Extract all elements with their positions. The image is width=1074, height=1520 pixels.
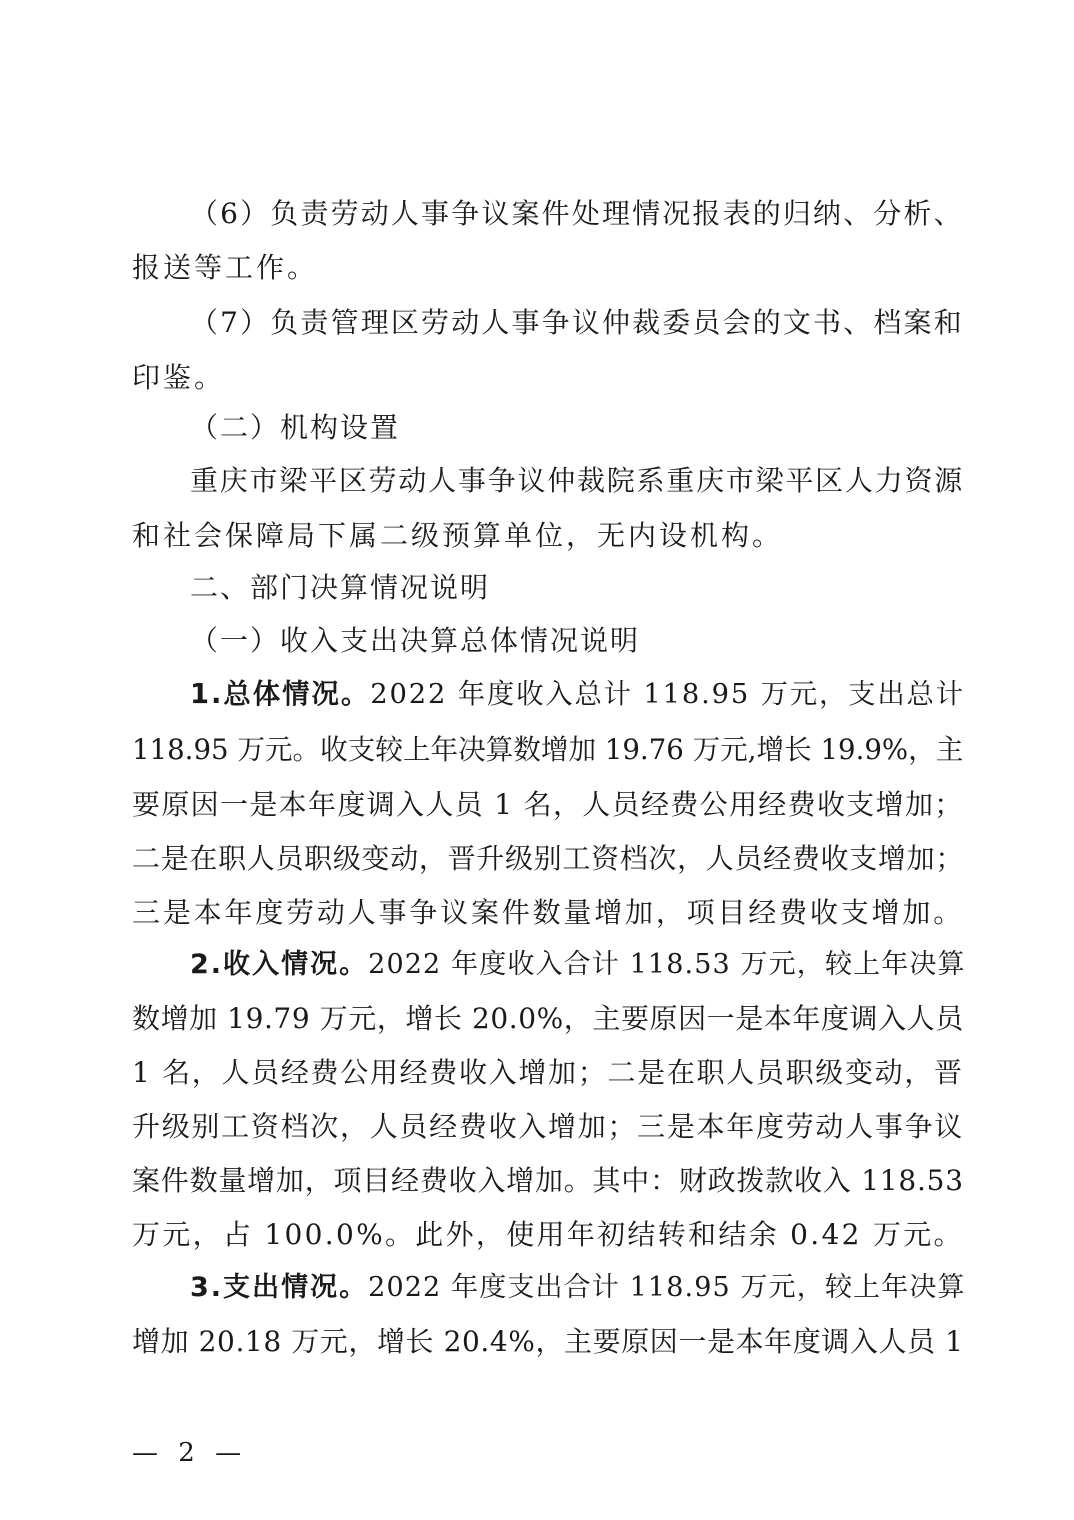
section-heading-org: （二）机构设置	[190, 411, 401, 444]
paragraph-line: 增加 20.18 万元，增长 20.4%，主要原因一是本年度调入人员 1	[132, 1325, 964, 1358]
item-label-income: 2.收入情况。	[190, 949, 369, 980]
paragraph-text: 2022 年度支出合计 118.95 万元，较上年决算	[368, 1272, 966, 1303]
paragraph-line: 和社会保障局下属二级预算单位，无内设机构。	[132, 519, 784, 552]
paragraph-line: （7）负责管理区劳动人事争议仲裁委员会的文书、档案和	[190, 306, 964, 339]
paragraph-line: 万元，占 100.0%。此外，使用年初结转和结余 0.42 万元。	[132, 1218, 964, 1251]
paragraph-line: （6）负责劳动人事争议案件处理情况报表的归纳、分析、	[190, 197, 964, 230]
page-number: — 2 —	[132, 1438, 248, 1468]
item-label-expense: 3.支出情况。	[190, 1272, 369, 1303]
paragraph-line: 案件数量增加，项目经费收入增加。其中：财政拨款收入 118.53	[132, 1164, 964, 1197]
paragraph-line	[190, 947, 966, 983]
subsection-heading-1: （一）收入支出决算总体情况说明	[190, 624, 641, 657]
paragraph-line: 印鉴。	[132, 361, 226, 394]
paragraph-line: 要原因一是本年度调入人员 1 名，人员经费公用经费收支增加；	[132, 788, 964, 821]
paragraph-line: 数增加 19.79 万元，增长 20.0%，主要原因一是本年度调入人员	[132, 1002, 964, 1035]
paragraph-line	[190, 1270, 966, 1306]
item-label-overall: 1.总体情况。	[190, 679, 371, 710]
paragraph-text: 2022 年度收入总计 118.95 万元，支出总计	[370, 679, 965, 710]
paragraph-line	[190, 677, 965, 713]
paragraph-line: 报送等工作。	[132, 251, 319, 284]
paragraph-line: 二是在职人员职级变动，晋升级别工资档次，人员经费收支增加；	[132, 842, 965, 875]
paragraph-line: 重庆市梁平区劳动人事争议仲裁院系重庆市梁平区人力资源	[190, 464, 965, 497]
paragraph-line: 118.95 万元。收支较上年决算数增加 19.76 万元,增长 19.9%，主	[132, 733, 964, 766]
paragraph-text: 2022 年度收入合计 118.53 万元，较上年决算	[368, 949, 966, 980]
paragraph-line: 三是本年度劳动人事争议案件数量增加，项目经费收支增加。	[132, 896, 965, 929]
section-heading-2: 二、部门决算情况说明	[190, 571, 491, 604]
paragraph-line: 升级别工资档次，人员经费收入增加；三是本年度劳动人事争议	[132, 1110, 965, 1143]
paragraph-line: 1 名，人员经费公用经费收入增加；二是在职人员职级变动，晋	[132, 1056, 964, 1089]
